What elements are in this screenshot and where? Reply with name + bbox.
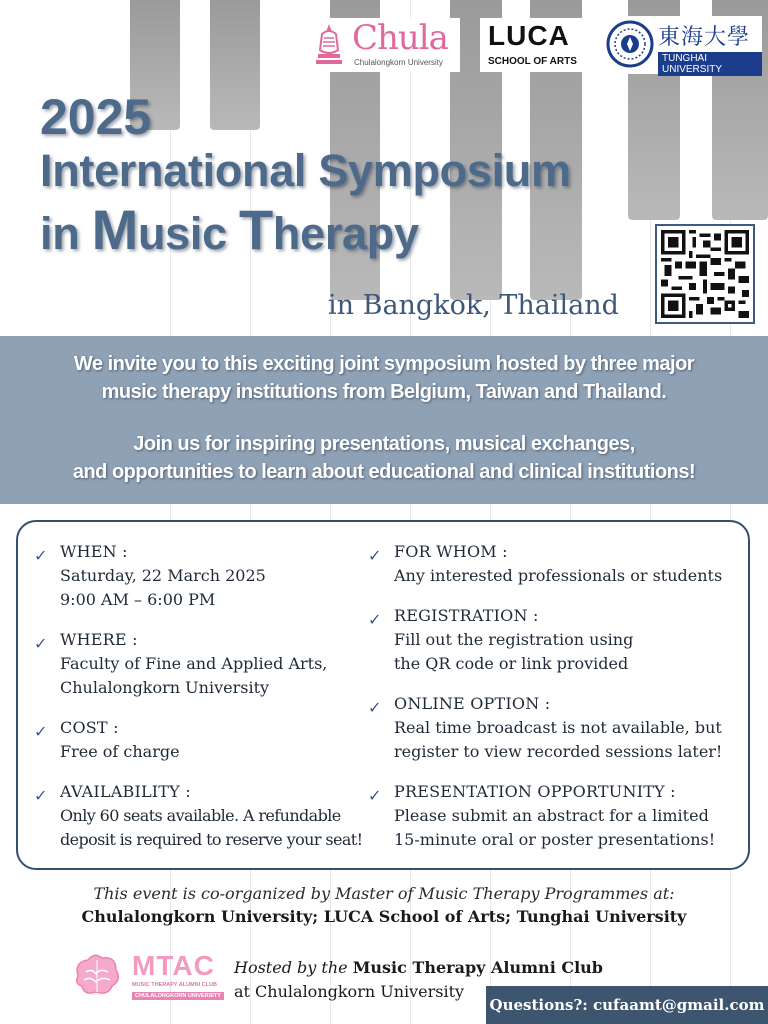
- detail-where-label: WHERE :: [60, 630, 138, 649]
- tunghai-logo-sub: TUNGHAI UNIVERSITY: [658, 52, 762, 76]
- page-title: [40, 89, 660, 261]
- detail-cost: [34, 716, 180, 764]
- detail-when-label: WHEN :: [60, 542, 128, 561]
- luca-logo: [480, 18, 585, 72]
- check-icon: ✓: [34, 634, 48, 653]
- detail-presentation-label: PRESENTATION OPPORTUNITY :: [394, 782, 676, 801]
- check-icon: ✓: [368, 786, 382, 805]
- check-icon: ✓: [34, 546, 48, 565]
- mtac-logo: [64, 946, 224, 1010]
- mtac-logo-sub: MUSIC THERAPY ALUMNI CLUB: [132, 982, 217, 988]
- invitation-line-2b: and opportunities to learn about educational and clinical institutions!: [72, 461, 696, 483]
- registration-qr-code[interactable]: [655, 224, 755, 324]
- detail-where: [34, 628, 328, 700]
- mtac-logo-sub2: CHULALONGKORN UNIVERSITY: [132, 992, 224, 1000]
- check-icon: ✓: [368, 546, 382, 565]
- invitation-paragraph-2: [0, 430, 768, 486]
- event-details-box: [16, 520, 750, 870]
- co-organizers: [0, 884, 768, 926]
- chula-seal-icon: [312, 22, 346, 68]
- invitation-line-1a: We invite you to this exciting joint symposium hosted by three major: [73, 353, 695, 375]
- detail-cost-value: Free of charge: [60, 742, 180, 761]
- location-subtitle: in Bangkok, Thailand: [328, 290, 619, 321]
- detail-registration-value: Fill out the registration using the QR code or link provided: [394, 630, 634, 673]
- chula-logo-name: Chula: [352, 18, 448, 58]
- check-icon: ✓: [34, 786, 48, 805]
- hosted-by-line-2: at Chulalongkorn University: [234, 982, 465, 1001]
- tunghai-seal-icon: [606, 20, 654, 68]
- brain-icon: [64, 946, 130, 1006]
- partner-logos: [310, 16, 760, 76]
- check-icon: ✓: [34, 722, 48, 741]
- title-year: 2025: [40, 89, 152, 145]
- hosted-by-club: Music Therapy Alumni Club: [352, 958, 603, 977]
- detail-for-whom: [368, 540, 723, 588]
- hosted-by-prefix: Hosted by the: [234, 958, 353, 977]
- title-line-2-t: T: [239, 198, 273, 261]
- invitation-line-1b: music therapy institutions from Belgium, Taiwan and Thailand.: [101, 381, 667, 403]
- tunghai-logo-name: 東海大學: [658, 25, 751, 50]
- invitation-line-2a: Join us for inspiring presentations, musical exchanges,: [133, 433, 635, 455]
- title-line-2: [40, 198, 660, 261]
- title-line-2-post: herapy: [272, 208, 419, 259]
- co-organizers-intro: This event is co-organized by Master of Music Therapy Programmes at:: [93, 884, 675, 903]
- invitation-band: [0, 336, 768, 504]
- chula-logo-sub: Chulalongkorn University: [354, 58, 443, 67]
- detail-when-value: Saturday, 22 March 2025 9:00 AM – 6:00 PM: [60, 566, 266, 609]
- questions-contact[interactable]: Questions?: cufaamt@gmail.com: [486, 986, 768, 1024]
- detail-where-value: Faculty of Fine and Applied Arts, Chulalongkorn University: [60, 654, 328, 697]
- co-organizers-list: Chulalongkorn University; LUCA School of Arts; Tunghai University: [81, 907, 687, 926]
- detail-registration-label: REGISTRATION :: [394, 606, 539, 625]
- detail-cost-label: COST :: [60, 718, 119, 737]
- hosted-by-line-1: [234, 956, 603, 980]
- title-line-2-mid: usic: [137, 208, 239, 259]
- detail-for-whom-value: Any interested professionals or students: [394, 566, 723, 585]
- detail-availability: [34, 780, 363, 852]
- title-line-2-pre: in: [40, 208, 92, 259]
- detail-presentation: [368, 780, 716, 852]
- title-line-2-m: M: [91, 198, 138, 261]
- detail-online-option-label: ONLINE OPTION :: [394, 694, 551, 713]
- detail-online-option-value: Real time broadcast is not available, but register to view recorded sessions later!: [394, 718, 723, 761]
- tunghai-logo: [602, 16, 762, 74]
- check-icon: ✓: [368, 698, 382, 717]
- detail-for-whom-label: FOR WHOM :: [394, 542, 508, 561]
- detail-online-option: [368, 692, 723, 764]
- title-line-1: International Symposium: [40, 145, 571, 196]
- luca-logo-name: LUCA: [488, 20, 570, 51]
- mtac-logo-name: MTAC: [132, 950, 215, 981]
- invitation-paragraph-1: [0, 350, 768, 406]
- detail-registration: [368, 604, 634, 676]
- luca-logo-sub: SCHOOL OF ARTS: [488, 56, 577, 67]
- chula-logo: [310, 18, 460, 72]
- detail-presentation-value: Please submit an abstract for a limited 15-minute oral or poster presentations!: [394, 806, 716, 849]
- check-icon: ✓: [368, 610, 382, 629]
- detail-availability-label: AVAILABILITY :: [60, 782, 191, 801]
- qr-code-icon: [661, 230, 749, 318]
- detail-when: [34, 540, 266, 612]
- detail-availability-value: Only 60 seats available. A refundable deposit is required to reserve your seat!: [60, 806, 363, 849]
